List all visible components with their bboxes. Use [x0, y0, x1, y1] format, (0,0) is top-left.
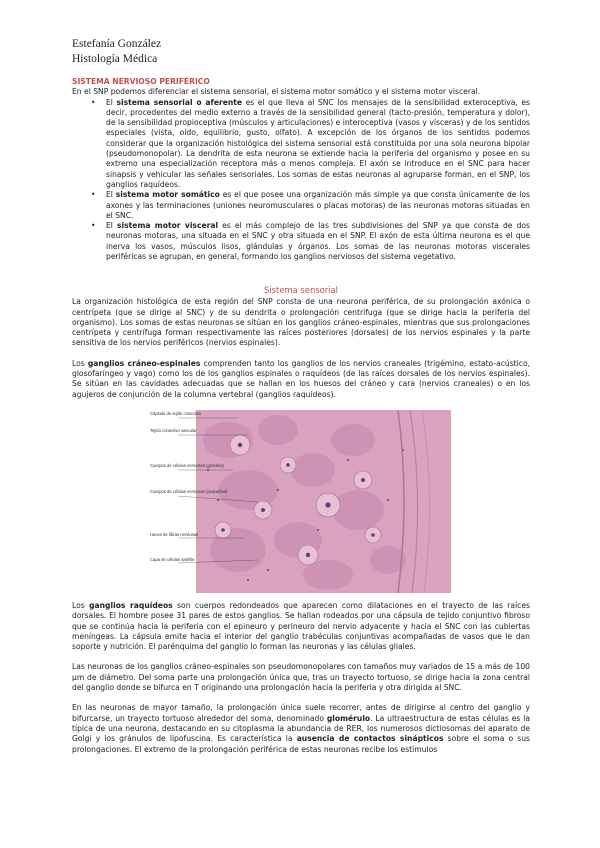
paragraph: La organización histológica de esta región del SNP consta de una neurona periférica, de su prolongación axónica o centrípeta (que se dirige al SNC) y de su dendrita o prolongación centrífuga (que se dirige hacia la periferia del organismo). Los somas de estas neuronas se sitúan en los ganglios cráneo-espinales, mientras que sus prolongaciones centrípeta y centrífuga forman respectivamente las raíces posteriores (dorsales) de los nervios espinales y la parte sensitiva de los nervios periféricos (nervios espinales). [72, 297, 530, 348]
ganglion-micrograph [148, 410, 451, 593]
figure-label: Cuerpos de células nerviosas (pequeñas) [150, 489, 228, 494]
bullet-list [72, 98, 530, 263]
subsection-title: Sistema sensorial [264, 285, 338, 295]
section-block [72, 77, 530, 262]
ganglia-block [72, 601, 530, 755]
list-item: • El sistema sensorial o aferente es el que lleva al SNC los mensajes de la sensibilidad exteroceptiva, es decir, procedentes del medio externo a través de la sensibilidad general (tacto-presión, temperatura y dolor), de la sensibilidad propioceptiva (músculos y articulaciones) e interoceptiva (vasos y vísceras) y de los sentidos especiales (vista, oído, equilibrio, gusto, olfato). A excepción de los órganos de los sentidos podemos considerar que la organización histológica del sistema sensorial está constituida por una sola neurona bipolar (pseudomonopolar). La dendrita de esta neurona se extiende hacia la periferia del organismo y posee en su extremo una especialización receptora más o menos compleja. El axón se introduce en el SNC para hacer sinapsis y vehicular las señales sensoriales. Los somas de estas neuronas al agruparse forman, en el SNP, los ganglios raquídeos. [72, 98, 530, 191]
paragraph: Las neuronas de los ganglios cráneo-espinales son pseudomonopolares con tamaños muy variados de 15 a más de 100 µm de diámetro. Del soma parte una prolongación única que, tras un trayecto tortuoso, se dirige hacia la zona central del ganglio donde se bifurca en T originando una prolongación hacia la periferia y otra dirigida al SNC. [72, 662, 530, 693]
subject-name: Histología Médica [72, 53, 158, 65]
histology-figure [148, 410, 451, 593]
sensorial-block [72, 285, 530, 400]
figure-label: Cápsula de tejido conectivo [150, 411, 202, 416]
list-item: • El sistema motor somático es el que posee una organización más simple ya que consta únicamente de los axones y las terminaciones (uniones neuromusculares o placas motoras) de las neuronas motoras situadas en el SNC. [72, 190, 530, 221]
author-name: Estefanía González [72, 38, 162, 50]
section-title: SISTEMA NERVIOSO PERIFÉRICO [72, 77, 210, 86]
figure-label: Haces de fibras nerviosas [150, 532, 199, 537]
figure-label: Cuerpos de células nerviosas (grandes) [150, 463, 225, 468]
figure-label: Tejido conectivo vascular [150, 428, 197, 433]
list-item: • El sistema motor visceral es el más complejo de las tres subdivisiones del SNP ya que consta de dos neuronas motoras, una situada en el SNC y otra situada en el SNP. El axón de esta última neurona es el que inerva los vasos, músculos lisos, glándulas y órganos. Los somas de las neuronas motoras viscerales periféricas se agrupan, en general, formando los ganglios nerviosos del sistema vegetativo. [72, 221, 530, 262]
paragraph: Los ganglios raquídeos son cuerpos redondeados que aparecen como dilataciones en el trayecto de las raíces dorsales. El hombre posee 31 pares de estos ganglios. Se hallan rodeados por una cápsula de tejido conjuntivo fibroso que se continúa hacia la periferia con el epineuro y perineuro del nervio adyacente y hacia el SNC con las cubiertas meníngeas. La cápsula emite hacia el interior del ganglio trabéculas conjuntivas acompañadas de vasos que le dan soporte y nutrición. El parénquima del ganglio lo forman las neuronas y las células gliales. [72, 601, 530, 652]
paragraph: Los ganglios cráneo-espinales comprenden tanto los ganglios de los nervios craneales (trigémino, estato-acústico, glosofaríngeo y vago) como los de los ganglios espinales o raquídeos (de las raíces dorsales de los nervios espinales). Se sitúan en las cavidades adecuadas que se hallan en los huesos del cráneo y cara (nervios craneales) o en los agujeros de conjunción de la columna vertebral (ganglios raquídeos). [72, 358, 531, 399]
intro-text: En el SNP podemos diferenciar el sistema sensorial, el sistema motor somático y el sistema motor visceral. [72, 87, 481, 97]
paragraph: En las neuronas de mayor tamaño, la prolongación única suele recorrer, antes de dirigirse al centro del ganglio y bifurcarse, un trayecto tortuoso alrededor del soma, denominado glomérulo. La ultraestructura de estas células es la típica de una neurona, destacando en su citoplasma la abundancia de RER, los numerosos dictiosomas del aparato de Golgi y los gránulos de lipofuscina. Es característica la ausencia de contactos sinápticos sobre el soma o sus prolongaciones. El extremo de la prolongación periférica de estas neuronas recibe los estímulos [72, 703, 530, 754]
figure-label: Capa de células satélite [150, 557, 195, 562]
